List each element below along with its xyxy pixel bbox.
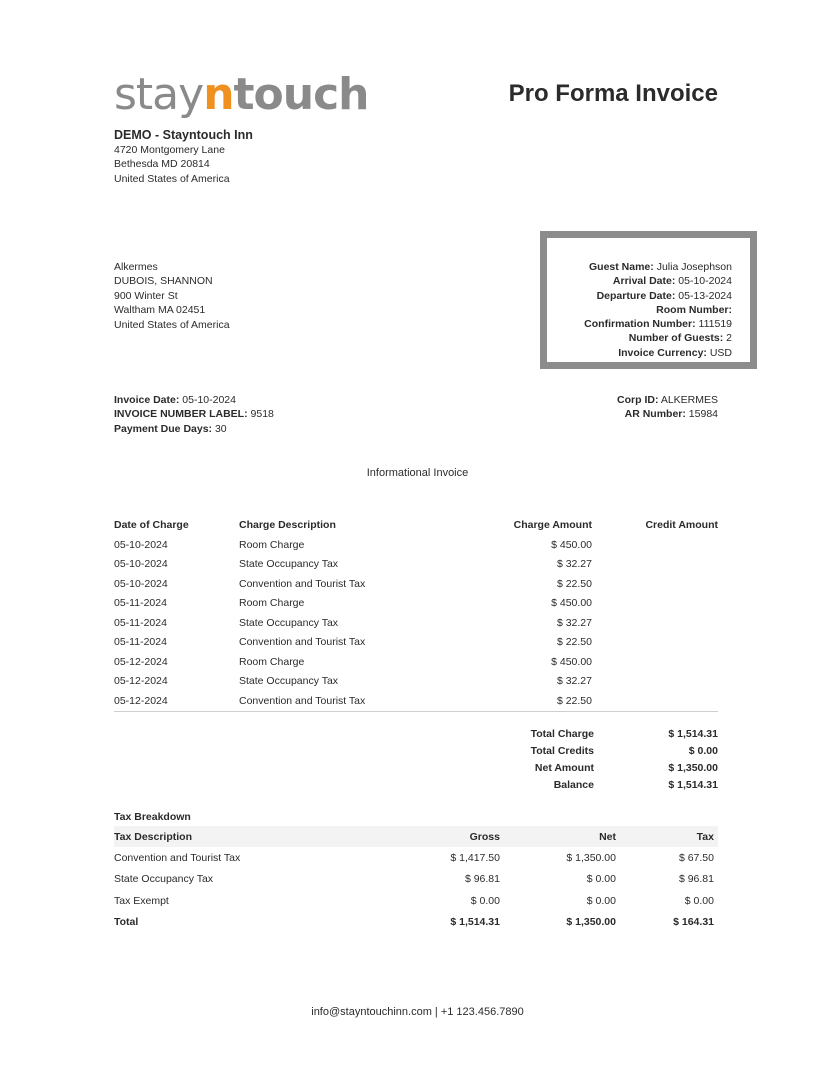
tax-row (114, 890, 718, 912)
charge-date: 05-12-2024 (114, 675, 168, 688)
charge-description: State Occupancy Tax (239, 558, 339, 571)
guest-info-box (540, 231, 757, 369)
col-date: Date of Charge (114, 519, 189, 531)
charge-row (114, 574, 718, 594)
document-title: Pro Forma Invoice (508, 80, 718, 107)
departure-date: Departure Date: 05-13-2024 (596, 289, 732, 302)
total-value: $ 1,514.31 (668, 778, 718, 791)
tax-row (114, 847, 718, 869)
hotel-name: DEMO - Stayntouch Inn (114, 128, 253, 142)
charge-date: 05-11-2024 (114, 636, 167, 649)
charge-row (114, 672, 718, 692)
invoice-number: INVOICE NUMBER LABEL: 9518 (114, 408, 274, 421)
total-value: $ 1,514.31 (668, 727, 718, 740)
total-value: $ 0.00 (688, 744, 718, 757)
company-logo: stayntouch (114, 69, 369, 120)
tax-total-tax: $ 164.31 (673, 916, 714, 929)
charge-amount: $ 22.50 (556, 577, 592, 590)
total-label: Total Credits (530, 744, 594, 757)
tax-row (114, 869, 718, 891)
bill-to-city: Waltham MA 02451 (114, 304, 206, 317)
tax-net: $ 1,350.00 (566, 851, 616, 864)
charge-row (114, 652, 718, 672)
charge-description: State Occupancy Tax (239, 675, 339, 688)
charge-description: Convention and Tourist Tax (239, 691, 459, 711)
bill-to-company: Alkermes (114, 261, 158, 273)
credit-amount (592, 594, 718, 614)
tax-col-gross: Gross (469, 830, 500, 843)
charge-amount: $ 32.27 (556, 616, 592, 629)
tax-tax: $ 67.50 (678, 851, 714, 864)
total-row (500, 776, 718, 793)
total-row (500, 742, 718, 759)
col-charge-amount: Charge Amount (513, 519, 592, 531)
tax-net: $ 0.00 (586, 873, 616, 886)
payment-due-days: Payment Due Days: 30 (114, 422, 227, 435)
tax-desc: Convention and Tourist Tax (114, 851, 241, 864)
charge-date: 05-12-2024 (114, 655, 168, 668)
col-credit-amount: Credit Amount (645, 519, 718, 531)
tax-gross: $ 1,417.50 (450, 851, 500, 864)
guest-name: Guest Name: Julia Josephson (588, 261, 732, 273)
total-row (500, 725, 718, 742)
total-row (500, 759, 718, 776)
tax-col-description: Tax Description (114, 830, 192, 843)
invoice-date: Invoice Date: 05-10-2024 (114, 394, 236, 406)
tax-net: $ 0.00 (586, 894, 616, 907)
charge-description: Room Charge (239, 597, 305, 610)
charge-date: 05-12-2024 (114, 691, 239, 711)
tax-total-gross: $ 1,514.31 (450, 916, 500, 929)
hotel-street: 4720 Montgomery Lane (114, 143, 225, 156)
total-label: Balance (553, 778, 594, 791)
charge-date: 05-11-2024 (114, 616, 167, 629)
tax-tax: $ 0.00 (684, 894, 714, 907)
informational-invoice-label: Informational Invoice (366, 467, 469, 479)
charge-amount: $ 450.00 (551, 655, 592, 668)
charge-row (114, 535, 718, 555)
credit-amount (592, 535, 718, 555)
arrival-date: Arrival Date: 05-10-2024 (612, 275, 732, 288)
credit-amount (592, 691, 718, 711)
tax-desc: Tax Exempt (114, 894, 169, 907)
confirmation-number: Confirmation Number: 111519 (584, 318, 732, 331)
col-description: Charge Description (239, 519, 336, 531)
ar-number: AR Number: 15984 (624, 408, 718, 421)
bill-to-contact: DUBOIS, SHANNON (114, 275, 213, 288)
hotel-address (114, 128, 253, 186)
number-of-guests: Number of Guests: 2 (628, 332, 732, 345)
charges-table (114, 515, 718, 712)
credit-amount (592, 672, 718, 692)
bill-to-address (114, 260, 230, 332)
tax-desc: State Occupancy Tax (114, 873, 214, 886)
charge-description: State Occupancy Tax (239, 616, 339, 629)
tax-col-net: Net (599, 830, 616, 843)
tax-breakdown-table (114, 826, 718, 933)
footer-contact: info@stayntouchinn.com | +1 123.456.7890 (311, 1006, 524, 1018)
charge-date: 05-10-2024 (114, 558, 168, 571)
total-value: $ 1,350.00 (668, 761, 718, 774)
tax-total-row (114, 912, 718, 934)
credit-amount (592, 633, 718, 653)
tax-total-net: $ 1,350.00 (566, 916, 616, 929)
charge-amount: $ 450.00 (551, 597, 592, 610)
hotel-country: United States of America (114, 172, 230, 185)
charge-description: Convention and Tourist Tax (239, 636, 366, 649)
charge-amount: $ 32.27 (556, 675, 592, 688)
room-number: Room Number: (656, 303, 732, 316)
charge-amount: $ 450.00 (551, 538, 592, 551)
charge-date: 05-11-2024 (114, 597, 167, 610)
tax-col-tax: Tax (696, 830, 714, 843)
charge-description: Room Charge (239, 655, 305, 668)
charge-row (114, 594, 718, 614)
charge-amount: $ 22.50 (556, 636, 592, 649)
tax-breakdown-title: Tax Breakdown (114, 811, 191, 823)
credit-amount (592, 555, 718, 575)
charge-row (114, 691, 718, 711)
bill-to-street: 900 Winter St (114, 289, 178, 302)
tax-total-label: Total (114, 916, 139, 929)
charge-amount: $ 32.27 (556, 558, 592, 571)
charge-row (114, 633, 718, 653)
corp-id: Corp ID: ALKERMES (617, 394, 718, 406)
charge-description: Convention and Tourist Tax (239, 577, 366, 590)
account-details (617, 393, 718, 422)
bill-to-country: United States of America (114, 318, 230, 331)
invoice-currency: Invoice Currency: USD (618, 346, 732, 359)
tax-gross: $ 96.81 (464, 873, 500, 886)
charge-date: 05-10-2024 (114, 577, 168, 590)
total-label: Net Amount (534, 761, 594, 774)
tax-gross: $ 0.00 (470, 894, 500, 907)
credit-amount (592, 574, 718, 594)
tax-tax: $ 96.81 (678, 873, 714, 886)
charge-description: Room Charge (239, 538, 305, 551)
total-label: Total Charge (530, 727, 594, 740)
charge-amount: $ 22.50 (459, 691, 592, 711)
totals-table (500, 725, 718, 793)
hotel-city: Bethesda MD 20814 (114, 158, 210, 170)
credit-amount (592, 613, 718, 633)
charge-date: 05-10-2024 (114, 538, 168, 551)
charge-row (114, 555, 718, 575)
charge-row (114, 613, 718, 633)
invoice-details (114, 393, 274, 436)
credit-amount (592, 652, 718, 672)
